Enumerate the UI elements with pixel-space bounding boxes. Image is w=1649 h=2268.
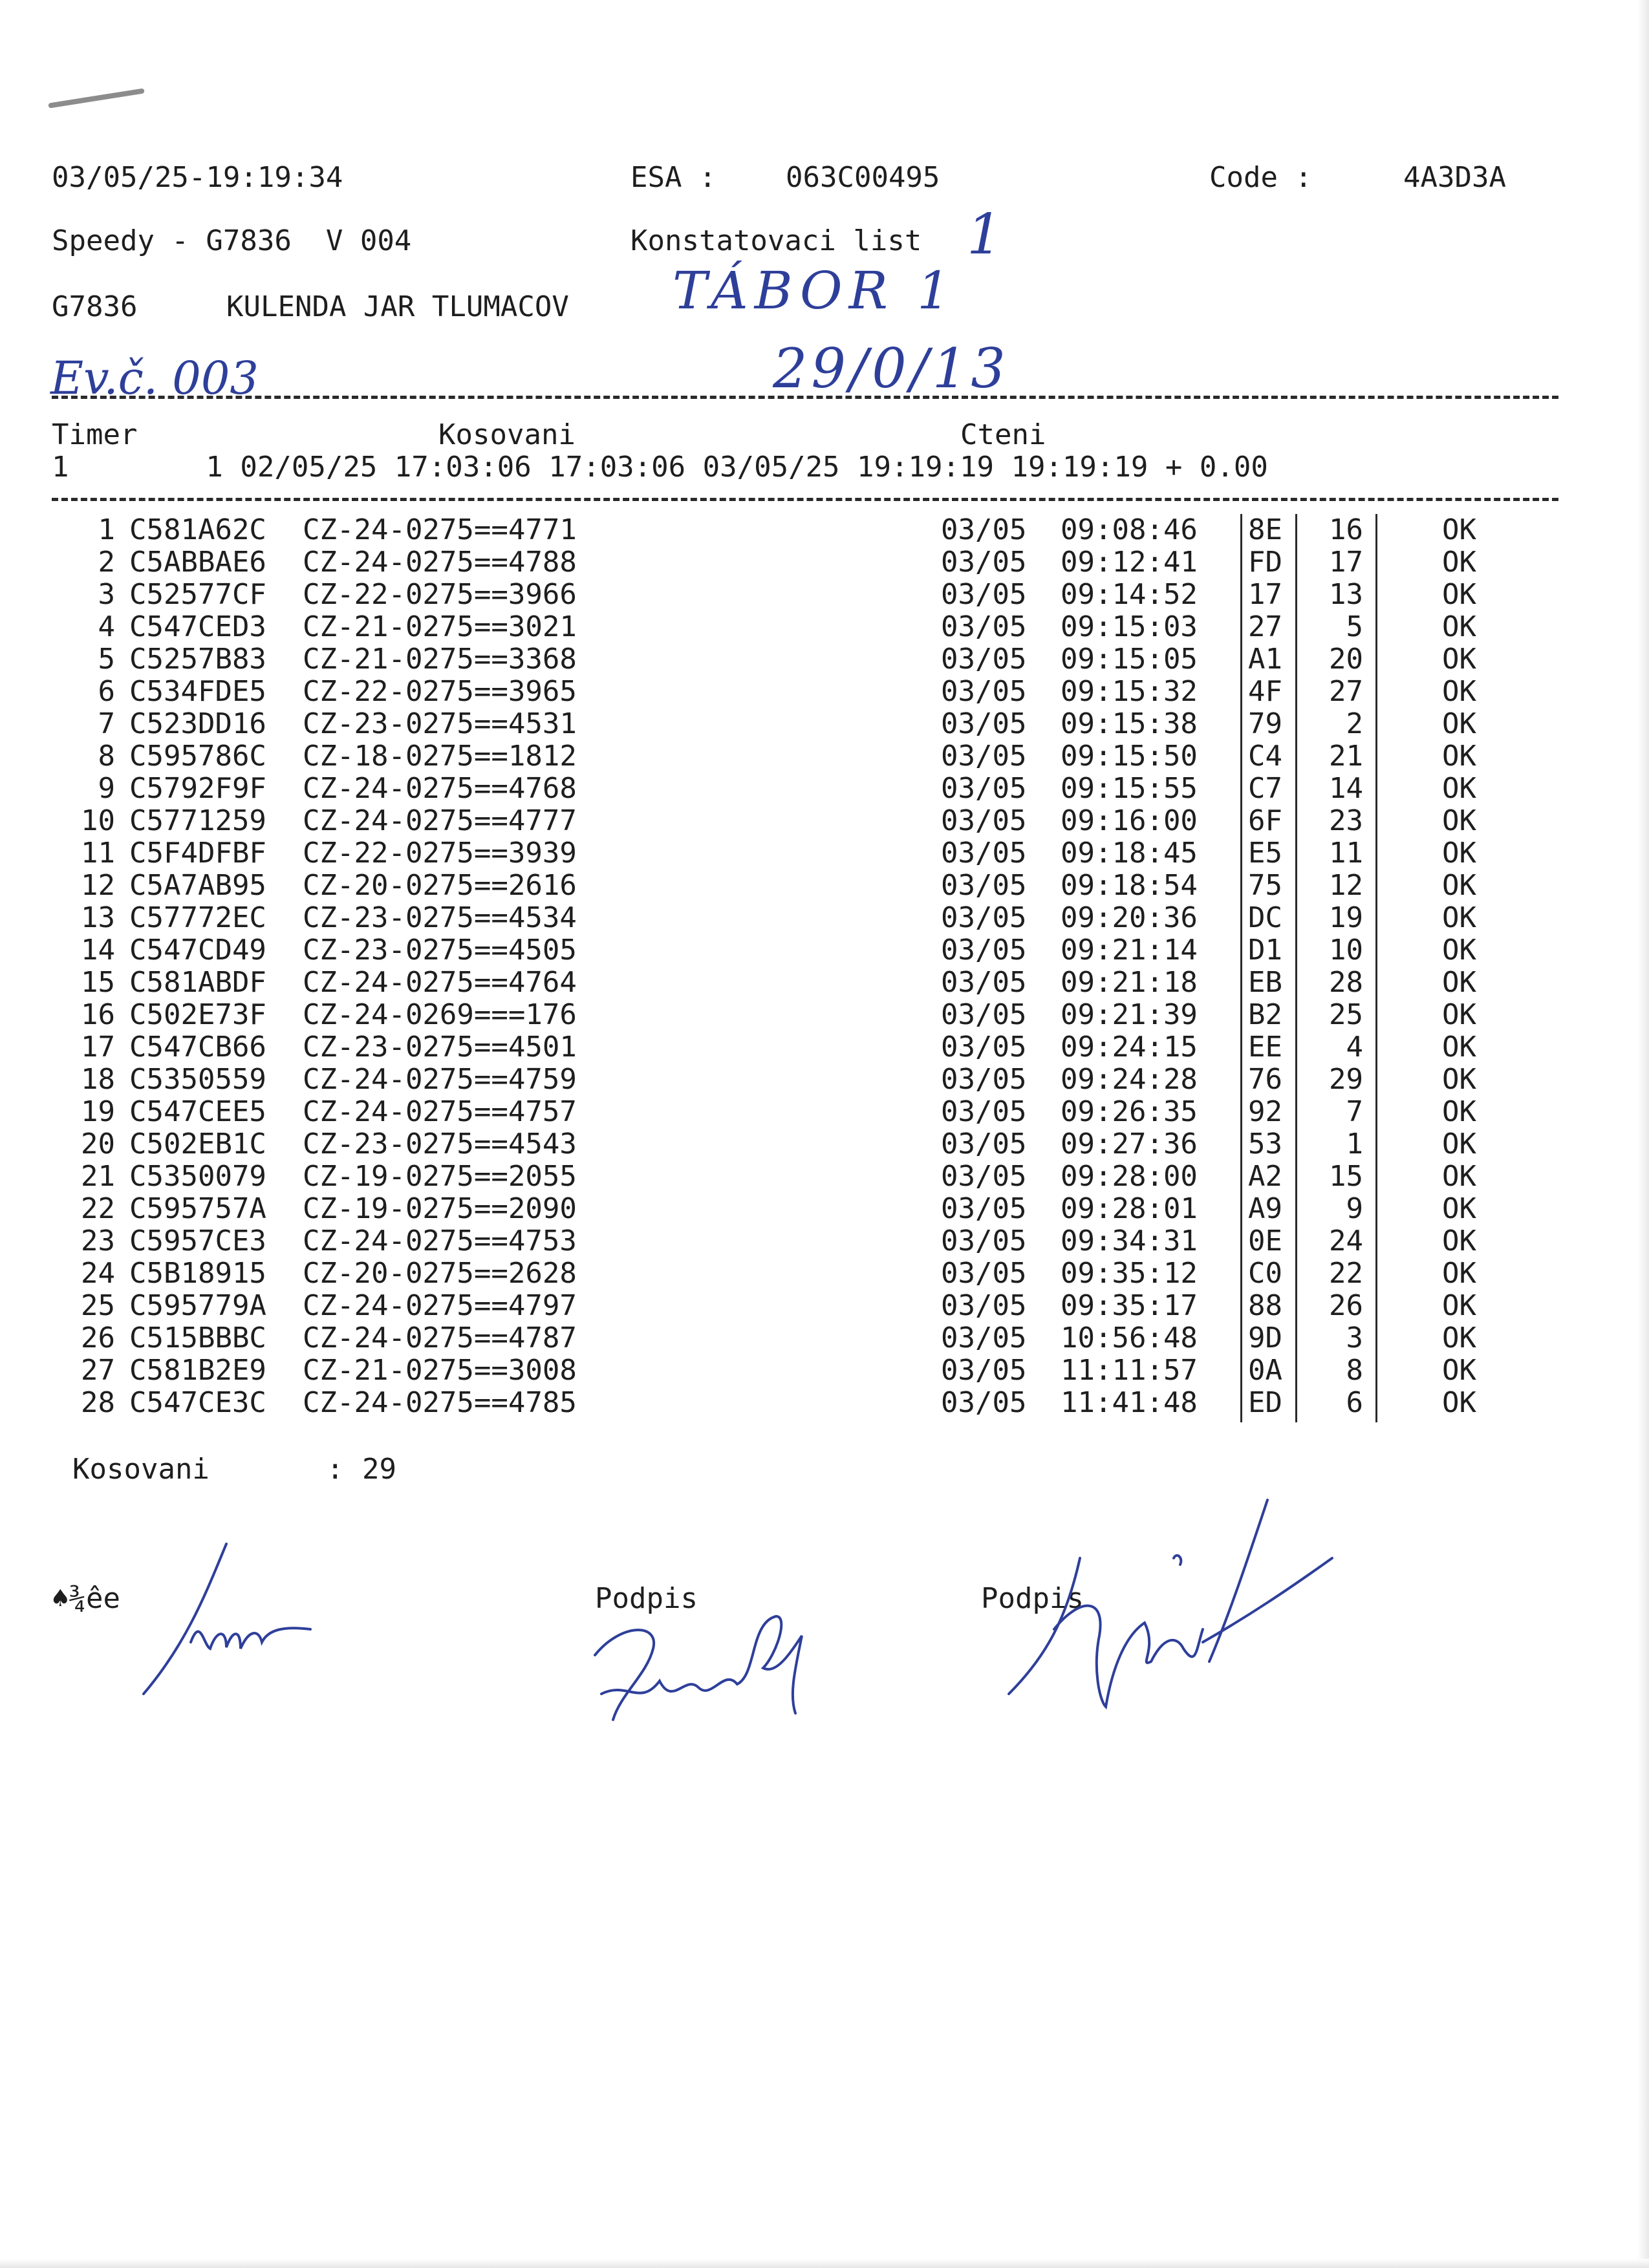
cell-time: 09:34:31 — [1061, 1225, 1198, 1257]
handwritten-reference: Ev.č. 003 — [50, 352, 259, 405]
cell-code: EE — [1248, 1031, 1282, 1064]
table-row — [0, 1161, 1649, 1193]
cell-code: EB — [1248, 966, 1282, 999]
cell-chip: C581ABDF — [129, 966, 266, 999]
cell-status: OK — [1442, 1095, 1476, 1128]
cell-pos: 9 — [1346, 1192, 1363, 1225]
cell-pos: 21 — [1329, 740, 1363, 773]
cell-num: 27 — [81, 1354, 115, 1387]
cell-chip: C5350079 — [129, 1160, 266, 1193]
cell-chip: C547CB66 — [129, 1031, 266, 1064]
cell-chip: C534FDE5 — [129, 675, 266, 708]
cell-time: 09:18:54 — [1061, 869, 1198, 902]
cell-pos: 3 — [1346, 1321, 1363, 1354]
cell-date: 03/05 — [941, 1063, 1027, 1096]
cell-num: 24 — [81, 1257, 115, 1290]
cell-date: 03/05 — [941, 1192, 1027, 1225]
cteni-label: Cteni — [960, 418, 1046, 451]
cell-status: OK — [1442, 1063, 1476, 1096]
cell-date: 03/05 — [941, 966, 1027, 999]
cell-date: 03/05 — [941, 1386, 1027, 1419]
cell-code: 79 — [1248, 707, 1282, 740]
table-row — [0, 967, 1649, 999]
handwritten-date: 29/0/13 — [773, 337, 1009, 400]
cell-date: 03/05 — [941, 1289, 1027, 1322]
cell-time: 09:15:55 — [1061, 772, 1198, 805]
cell-num: 2 — [98, 546, 115, 579]
cell-status: OK — [1442, 1160, 1476, 1193]
cell-pos: 20 — [1329, 643, 1363, 676]
cell-num: 6 — [98, 675, 115, 708]
cell-ring: CZ-22-0275==3939 — [303, 837, 577, 870]
cell-date: 03/05 — [941, 513, 1027, 546]
table-row — [0, 934, 1649, 967]
cell-code: B2 — [1248, 998, 1282, 1031]
cell-status: OK — [1442, 513, 1476, 546]
cell-ring: CZ-24-0275==4753 — [303, 1225, 577, 1257]
cell-status: OK — [1442, 1128, 1476, 1161]
table-row — [0, 611, 1649, 643]
table-row — [0, 1128, 1649, 1161]
column-divider — [1240, 514, 1242, 1422]
cell-code: 88 — [1248, 1289, 1282, 1322]
cell-num: 11 — [81, 837, 115, 870]
cell-chip: C5957CE3 — [129, 1225, 266, 1257]
cell-ring: CZ-20-0275==2616 — [303, 869, 577, 902]
table-row — [0, 837, 1649, 870]
cell-time: 09:27:36 — [1061, 1128, 1198, 1161]
cell-time: 11:11:57 — [1061, 1354, 1198, 1387]
cell-code: 75 — [1248, 869, 1282, 902]
cell-pos: 17 — [1329, 546, 1363, 579]
cell-num: 3 — [98, 578, 115, 611]
cell-date: 03/05 — [941, 1095, 1027, 1128]
cell-ring: CZ-24-0275==4759 — [303, 1063, 577, 1096]
cell-pos: 29 — [1329, 1063, 1363, 1096]
cell-date: 03/05 — [941, 1160, 1027, 1193]
cell-chip: C547CEE5 — [129, 1095, 266, 1128]
cell-pos: 7 — [1346, 1095, 1363, 1128]
cell-status: OK — [1442, 707, 1476, 740]
club-id: G7836 — [52, 290, 138, 323]
signature-label-right: Podpis — [981, 1582, 1084, 1615]
cell-pos: 1 — [1346, 1128, 1363, 1161]
cell-num: 10 — [81, 804, 115, 837]
table-row — [0, 1290, 1649, 1322]
cell-num: 7 — [98, 707, 115, 740]
club-name: KULENDA JAR TLUMACOV — [226, 290, 569, 323]
cell-status: OK — [1442, 837, 1476, 870]
cell-code: 27 — [1248, 610, 1282, 643]
cell-num: 16 — [81, 998, 115, 1031]
cell-pos: 6 — [1346, 1386, 1363, 1419]
table-row — [0, 546, 1649, 579]
cell-code: 92 — [1248, 1095, 1282, 1128]
signature-left — [129, 1532, 336, 1713]
cell-status: OK — [1442, 1192, 1476, 1225]
sheet-title: Konstatovaci list — [630, 224, 922, 257]
table-row — [0, 1387, 1649, 1419]
cell-time: 09:15:38 — [1061, 707, 1198, 740]
cell-date: 03/05 — [941, 1225, 1027, 1257]
cell-code: 4F — [1248, 675, 1282, 708]
cell-code: C0 — [1248, 1257, 1282, 1290]
divider — [52, 396, 1558, 399]
cell-pos: 5 — [1346, 610, 1363, 643]
cell-num: 5 — [98, 643, 115, 676]
cell-time: 09:24:28 — [1061, 1063, 1198, 1096]
cell-ring: CZ-24-0269===176 — [303, 998, 577, 1031]
cell-code: D1 — [1248, 934, 1282, 967]
signature-label-middle: Podpis — [595, 1582, 698, 1615]
cell-chip: C547CED3 — [129, 610, 266, 643]
cell-date: 03/05 — [941, 869, 1027, 902]
summary-separator: : — [327, 1453, 344, 1486]
table-row — [0, 1064, 1649, 1096]
cell-chip: C502E73F — [129, 998, 266, 1031]
cell-status: OK — [1442, 643, 1476, 676]
cell-status: OK — [1442, 804, 1476, 837]
cell-num: 22 — [81, 1192, 115, 1225]
table-row — [0, 579, 1649, 611]
print-datetime: 03/05/25-19:19:34 — [52, 161, 343, 194]
cell-time: 09:15:03 — [1061, 610, 1198, 643]
cell-num: 23 — [81, 1225, 115, 1257]
esa-label: ESA : — [630, 161, 717, 194]
cell-code: A1 — [1248, 643, 1282, 676]
cell-num: 1 — [98, 513, 115, 546]
cell-status: OK — [1442, 578, 1476, 611]
divider — [52, 498, 1558, 501]
cell-num: 12 — [81, 869, 115, 902]
cell-ring: CZ-24-0275==4764 — [303, 966, 577, 999]
table-row — [0, 902, 1649, 934]
cell-chip: C57772EC — [129, 901, 266, 934]
cell-chip: C5F4DFBF — [129, 837, 266, 870]
cell-num: 13 — [81, 901, 115, 934]
cell-ring: CZ-24-0275==4757 — [303, 1095, 577, 1128]
cell-num: 18 — [81, 1063, 115, 1096]
cell-status: OK — [1442, 901, 1476, 934]
cell-num: 28 — [81, 1386, 115, 1419]
cell-status: OK — [1442, 772, 1476, 805]
cell-num: 8 — [98, 740, 115, 773]
cell-chip: C547CE3C — [129, 1386, 266, 1419]
cell-status: OK — [1442, 610, 1476, 643]
summary-label: Kosovani — [72, 1453, 210, 1486]
cell-code: E5 — [1248, 837, 1282, 870]
cell-num: 14 — [81, 934, 115, 967]
cell-chip: C515BBBC — [129, 1321, 266, 1354]
cell-ring: CZ-23-0275==4505 — [303, 934, 577, 967]
cell-ring: CZ-23-0275==4543 — [303, 1128, 577, 1161]
staple-mark — [48, 88, 144, 108]
signature-right — [989, 1487, 1339, 1726]
cell-chip: C52577CF — [129, 578, 266, 611]
cell-date: 03/05 — [941, 901, 1027, 934]
cell-time: 09:20:36 — [1061, 901, 1198, 934]
signature-label-left: ♠¾êe — [52, 1582, 120, 1615]
cell-code: ED — [1248, 1386, 1282, 1419]
cell-code: C4 — [1248, 740, 1282, 773]
code-value: 4A3D3A — [1403, 161, 1506, 194]
cell-ring: CZ-21-0275==3021 — [303, 610, 577, 643]
cell-num: 19 — [81, 1095, 115, 1128]
column-divider — [1295, 514, 1297, 1422]
cell-ring: CZ-18-0275==1812 — [303, 740, 577, 773]
cell-time: 09:24:15 — [1061, 1031, 1198, 1064]
cell-chip: C595786C — [129, 740, 266, 773]
cell-chip: C5257B83 — [129, 643, 266, 676]
cell-code: C7 — [1248, 772, 1282, 805]
cell-time: 09:14:52 — [1061, 578, 1198, 611]
cell-chip: C581A62C — [129, 513, 266, 546]
cell-chip: C523DD16 — [129, 707, 266, 740]
cell-ring: CZ-23-0275==4534 — [303, 901, 577, 934]
cell-time: 09:15:50 — [1061, 740, 1198, 773]
cell-chip: C547CD49 — [129, 934, 266, 967]
cell-date: 03/05 — [941, 837, 1027, 870]
cell-code: A2 — [1248, 1160, 1282, 1193]
cell-time: 09:21:39 — [1061, 998, 1198, 1031]
cell-pos: 28 — [1329, 966, 1363, 999]
cell-time: 09:35:17 — [1061, 1289, 1198, 1322]
signature-middle — [582, 1597, 841, 1733]
cell-date: 03/05 — [941, 1128, 1027, 1161]
cell-ring: CZ-24-0275==4768 — [303, 772, 577, 805]
cell-ring: CZ-23-0275==4501 — [303, 1031, 577, 1064]
table-row — [0, 1193, 1649, 1225]
cell-ring: CZ-20-0275==2628 — [303, 1257, 577, 1290]
cell-pos: 27 — [1329, 675, 1363, 708]
cell-chip: C502EB1C — [129, 1128, 266, 1161]
cell-time: 09:28:00 — [1061, 1160, 1198, 1193]
cell-ring: CZ-24-0275==4788 — [303, 546, 577, 579]
cell-chip: C5771259 — [129, 804, 266, 837]
summary-count: 29 — [362, 1453, 396, 1486]
cell-ring: CZ-22-0275==3965 — [303, 675, 577, 708]
cell-chip: C5792F9F — [129, 772, 266, 805]
cell-status: OK — [1442, 1321, 1476, 1354]
page-edge — [0, 2259, 1649, 2268]
cell-pos: 2 — [1346, 707, 1363, 740]
cell-status: OK — [1442, 546, 1476, 579]
cell-status: OK — [1442, 1031, 1476, 1064]
cell-pos: 26 — [1329, 1289, 1363, 1322]
table-row — [0, 805, 1649, 837]
cell-code: 76 — [1248, 1063, 1282, 1096]
timer-line: 1 1 02/05/25 17:03:06 17:03:06 03/05/25 19:19:19 19:19:19 + 0.00 — [52, 451, 1268, 484]
cell-pos: 25 — [1329, 998, 1363, 1031]
cell-ring: CZ-21-0275==3008 — [303, 1354, 577, 1387]
cell-ring: CZ-23-0275==4531 — [303, 707, 577, 740]
cell-pos: 12 — [1329, 869, 1363, 902]
table-row — [0, 1225, 1649, 1257]
cell-status: OK — [1442, 966, 1476, 999]
cell-pos: 14 — [1329, 772, 1363, 805]
cell-code: FD — [1248, 546, 1282, 579]
cell-pos: 22 — [1329, 1257, 1363, 1290]
cell-time: 09:18:45 — [1061, 837, 1198, 870]
cell-chip: C5350559 — [129, 1063, 266, 1096]
cell-chip: C5ABBAE6 — [129, 546, 266, 579]
cell-pos: 15 — [1329, 1160, 1363, 1193]
cell-time: 09:35:12 — [1061, 1257, 1198, 1290]
cell-chip: C595779A — [129, 1289, 266, 1322]
cell-chip: C581B2E9 — [129, 1354, 266, 1387]
table-row — [0, 1354, 1649, 1387]
table-row — [0, 1031, 1649, 1064]
cell-code: 9D — [1248, 1321, 1282, 1354]
timer-label: Timer — [52, 418, 138, 451]
code-label: Code : — [1209, 161, 1312, 194]
table-row — [0, 1322, 1649, 1354]
cell-pos: 13 — [1329, 578, 1363, 611]
cell-status: OK — [1442, 675, 1476, 708]
cell-num: 25 — [81, 1289, 115, 1322]
cell-chip: C5B18915 — [129, 1257, 266, 1290]
cell-ring: CZ-24-0275==4785 — [303, 1386, 577, 1419]
cell-status: OK — [1442, 1257, 1476, 1290]
cell-status: OK — [1442, 1289, 1476, 1322]
cell-date: 03/05 — [941, 1031, 1027, 1064]
cell-pos: 16 — [1329, 513, 1363, 546]
cell-status: OK — [1442, 869, 1476, 902]
cell-time: 09:12:41 — [1061, 546, 1198, 579]
cell-time: 11:41:48 — [1061, 1386, 1198, 1419]
cell-ring: CZ-24-0275==4787 — [303, 1321, 577, 1354]
table-row — [0, 870, 1649, 902]
cell-time: 09:15:32 — [1061, 675, 1198, 708]
cell-ring: CZ-24-0275==4771 — [303, 513, 577, 546]
cell-code: A9 — [1248, 1192, 1282, 1225]
table-row — [0, 773, 1649, 805]
device-line: Speedy - G7836 V 004 — [52, 224, 412, 257]
cell-num: 20 — [81, 1128, 115, 1161]
cell-time: 09:16:00 — [1061, 804, 1198, 837]
cell-status: OK — [1442, 934, 1476, 967]
cell-time: 09:21:18 — [1061, 966, 1198, 999]
esa-value: 063C00495 — [786, 161, 940, 194]
cell-num: 9 — [98, 772, 115, 805]
cell-time: 09:15:05 — [1061, 643, 1198, 676]
cell-time: 10:56:48 — [1061, 1321, 1198, 1354]
cell-time: 09:21:14 — [1061, 934, 1198, 967]
cell-date: 03/05 — [941, 1257, 1027, 1290]
cell-num: 15 — [81, 966, 115, 999]
cell-date: 03/05 — [941, 675, 1027, 708]
cell-date: 03/05 — [941, 1321, 1027, 1354]
cell-date: 03/05 — [941, 1354, 1027, 1387]
cell-code: 8E — [1248, 513, 1282, 546]
column-divider — [1375, 514, 1377, 1422]
cell-date: 03/05 — [941, 707, 1027, 740]
cell-ring: CZ-19-0275==2090 — [303, 1192, 577, 1225]
cell-num: 4 — [98, 610, 115, 643]
cell-date: 03/05 — [941, 610, 1027, 643]
cell-date: 03/05 — [941, 578, 1027, 611]
cell-ring: CZ-19-0275==2055 — [303, 1160, 577, 1193]
cell-date: 03/05 — [941, 740, 1027, 773]
cell-ring: CZ-24-0275==4777 — [303, 804, 577, 837]
cell-ring: CZ-22-0275==3966 — [303, 578, 577, 611]
table-row — [0, 1257, 1649, 1290]
cell-date: 03/05 — [941, 934, 1027, 967]
cell-num: 26 — [81, 1321, 115, 1354]
kosovani-label: Kosovani — [438, 418, 576, 451]
cell-pos: 19 — [1329, 901, 1363, 934]
cell-pos: 23 — [1329, 804, 1363, 837]
cell-date: 03/05 — [941, 546, 1027, 579]
cell-code: DC — [1248, 901, 1282, 934]
cell-time: 09:26:35 — [1061, 1095, 1198, 1128]
cell-code: 0E — [1248, 1225, 1282, 1257]
handwritten-list-number: 1 — [967, 202, 1002, 267]
cell-pos: 4 — [1346, 1031, 1363, 1064]
cell-code: 6F — [1248, 804, 1282, 837]
table-row — [0, 708, 1649, 740]
table-row — [0, 740, 1649, 773]
cell-date: 03/05 — [941, 772, 1027, 805]
cell-ring: CZ-24-0275==4797 — [303, 1289, 577, 1322]
cell-chip: C595757A — [129, 1192, 266, 1225]
cell-pos: 8 — [1346, 1354, 1363, 1387]
cell-num: 17 — [81, 1031, 115, 1064]
cell-code: 17 — [1248, 578, 1282, 611]
cell-date: 03/05 — [941, 804, 1027, 837]
cell-ring: CZ-21-0275==3368 — [303, 643, 577, 676]
cell-status: OK — [1442, 1386, 1476, 1419]
cell-status: OK — [1442, 998, 1476, 1031]
cell-chip: C5A7AB95 — [129, 869, 266, 902]
cell-pos: 24 — [1329, 1225, 1363, 1257]
cell-code: 0A — [1248, 1354, 1282, 1387]
cell-time: 09:28:01 — [1061, 1192, 1198, 1225]
cell-date: 03/05 — [941, 643, 1027, 676]
cell-num: 21 — [81, 1160, 115, 1193]
cell-pos: 10 — [1329, 934, 1363, 967]
table-row — [0, 514, 1649, 546]
cell-status: OK — [1442, 1225, 1476, 1257]
table-row — [0, 999, 1649, 1031]
cell-pos: 11 — [1329, 837, 1363, 870]
cell-status: OK — [1442, 1354, 1476, 1387]
table-row — [0, 1096, 1649, 1128]
cell-date: 03/05 — [941, 998, 1027, 1031]
table-row — [0, 676, 1649, 708]
table-row — [0, 643, 1649, 676]
cell-code: 53 — [1248, 1128, 1282, 1161]
cell-time: 09:08:46 — [1061, 513, 1198, 546]
cell-status: OK — [1442, 740, 1476, 773]
handwritten-location: TÁBOR 1 — [673, 261, 957, 321]
